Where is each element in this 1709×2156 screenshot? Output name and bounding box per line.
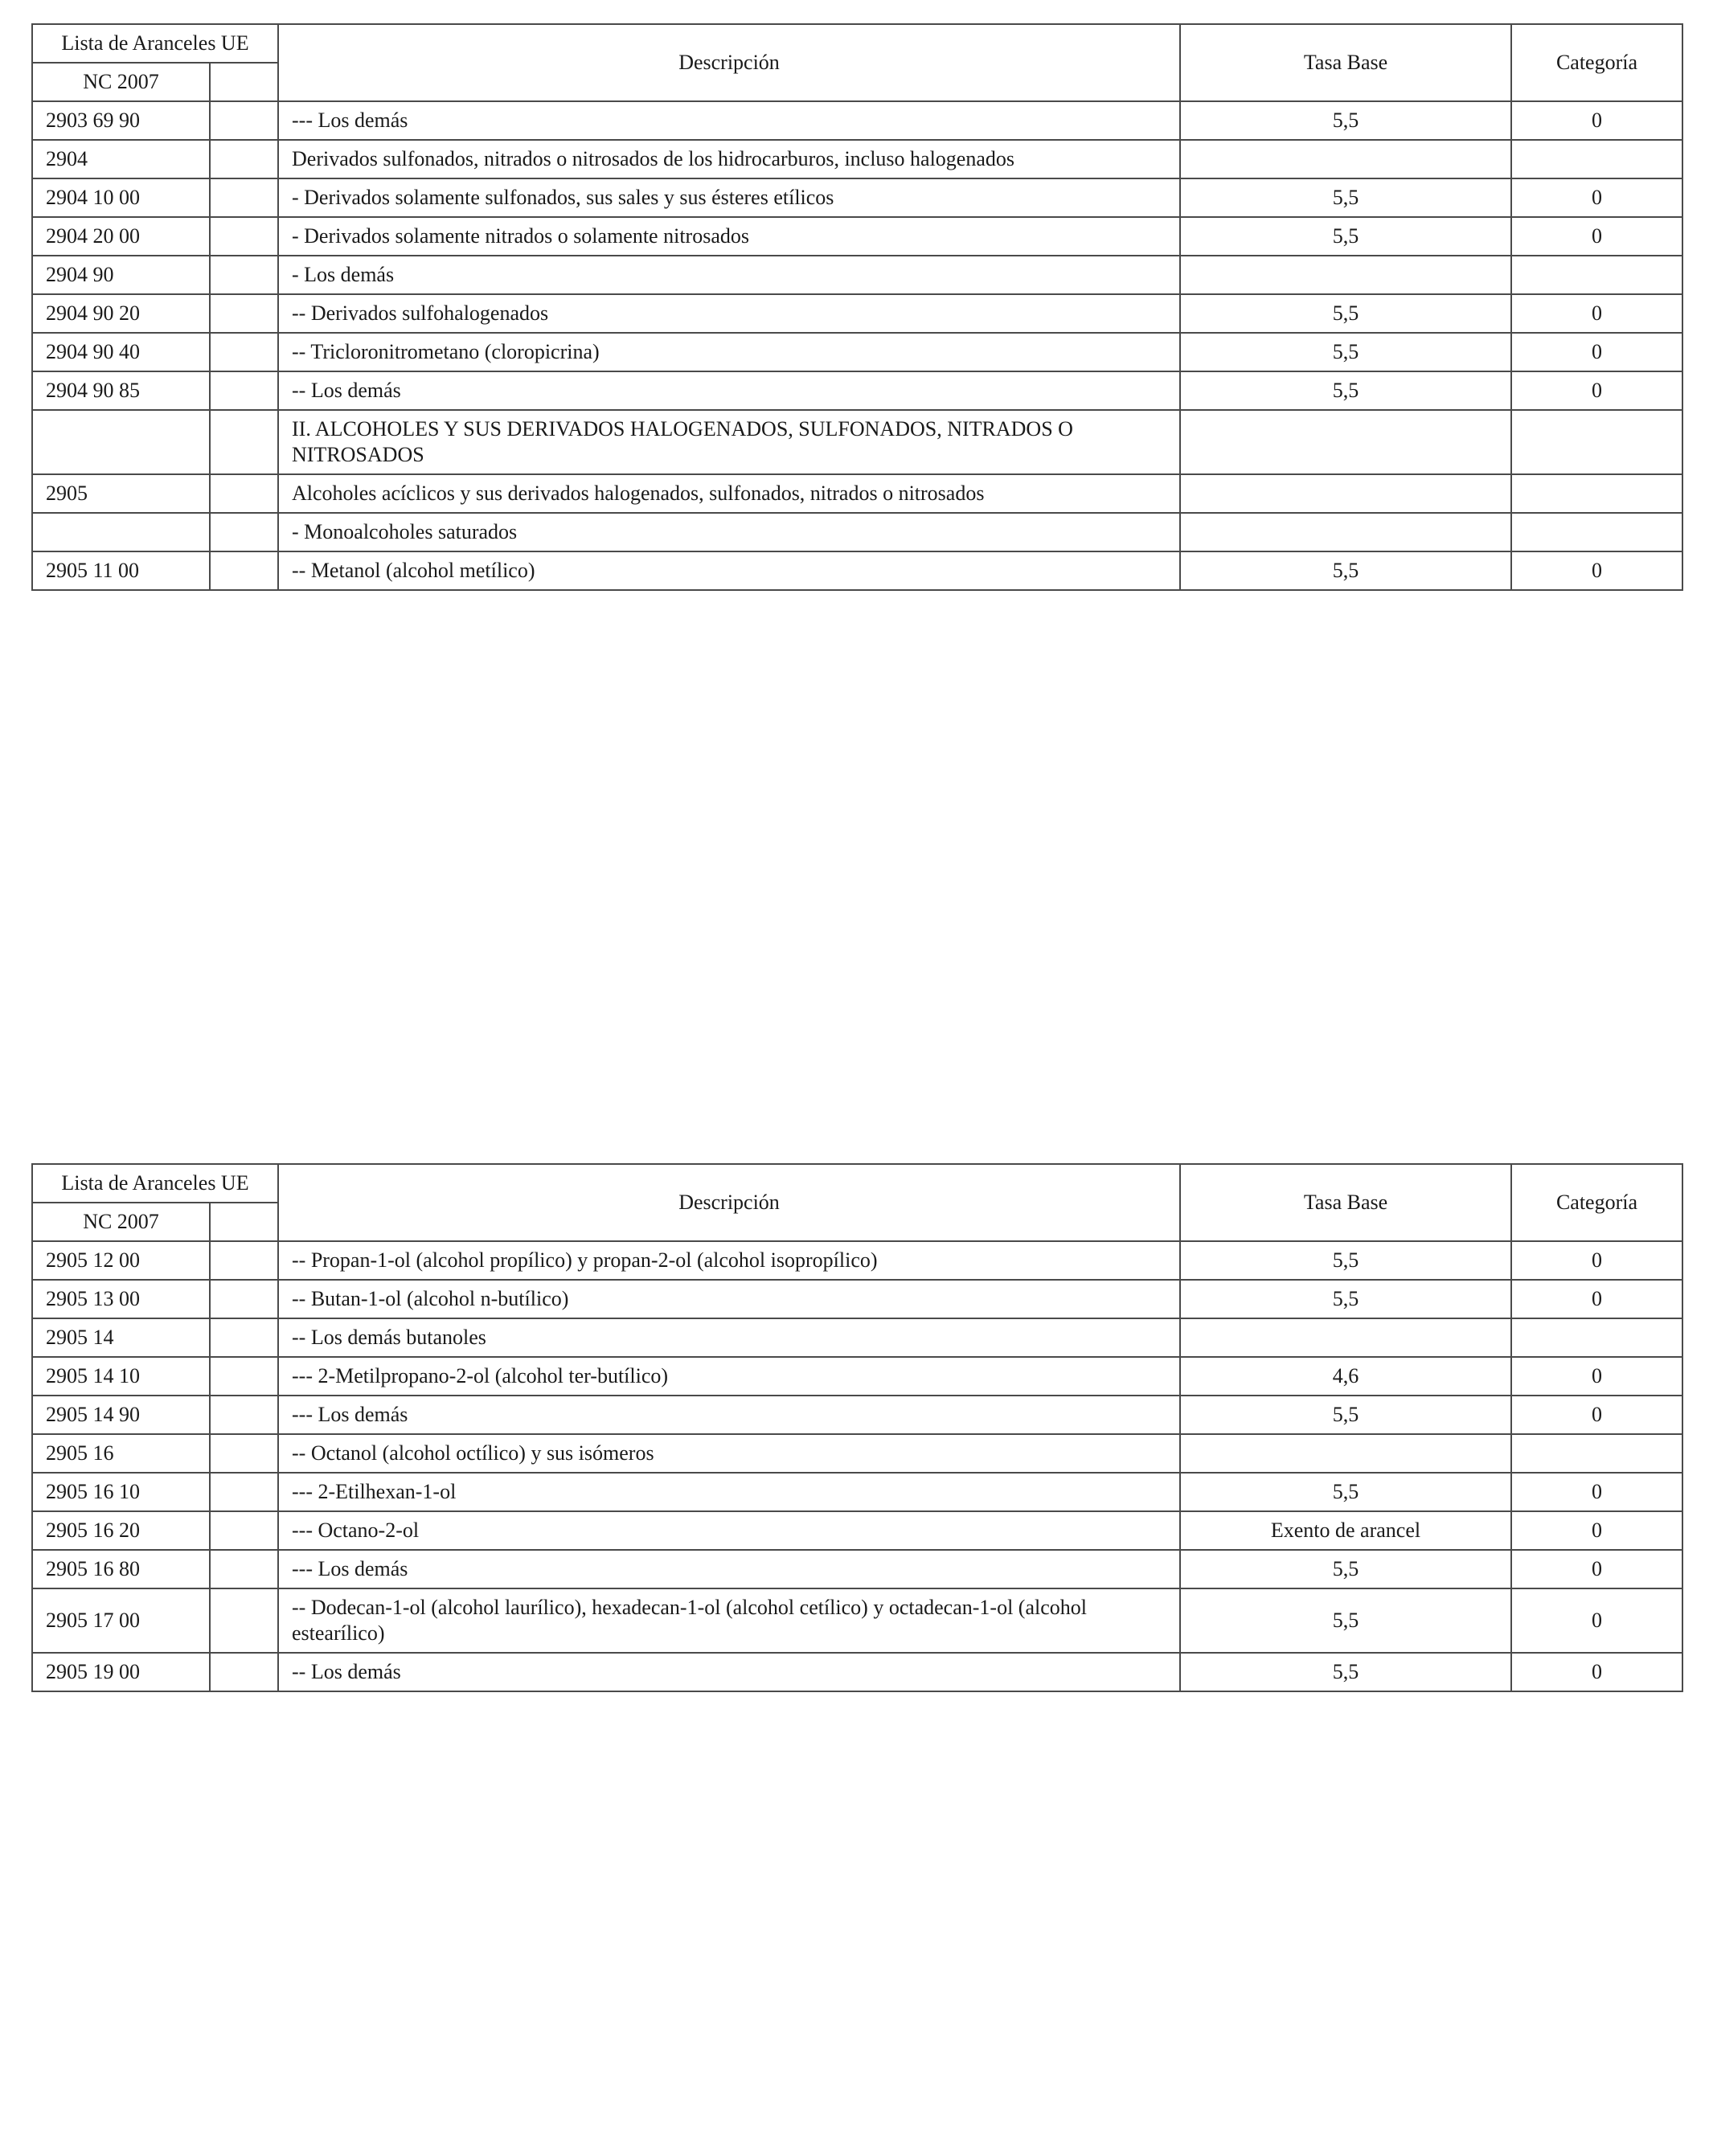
table-row bbox=[32, 1241, 1682, 1280]
table-row bbox=[32, 294, 1682, 333]
cell-empty bbox=[210, 256, 278, 294]
header-tasa-base: Tasa Base bbox=[1180, 1164, 1511, 1241]
table-row bbox=[32, 1280, 1682, 1318]
cell-description: --- Octano-2-ol bbox=[278, 1511, 1180, 1550]
header-nc-2007: NC 2007 bbox=[32, 1203, 210, 1241]
cell-categoria: 0 bbox=[1511, 1280, 1682, 1318]
cell-description: -- Los demás bbox=[278, 1653, 1180, 1691]
cell-categoria: 0 bbox=[1511, 1653, 1682, 1691]
cell-categoria: 0 bbox=[1511, 371, 1682, 410]
cell-categoria: 0 bbox=[1511, 1473, 1682, 1511]
header-nc-2007: NC 2007 bbox=[32, 63, 210, 101]
table-row bbox=[32, 1357, 1682, 1396]
cell-code: 2905 14 bbox=[32, 1318, 210, 1357]
cell-tasa-base: 5,5 bbox=[1180, 217, 1511, 256]
cell-tasa-base: 5,5 bbox=[1180, 1241, 1511, 1280]
cell-empty bbox=[210, 1357, 278, 1396]
cell-tasa-base: 5,5 bbox=[1180, 333, 1511, 371]
cell-description: - Derivados solamente nitrados o solamente nitrosados bbox=[278, 217, 1180, 256]
tariff-table-1 bbox=[31, 23, 1683, 591]
cell-code bbox=[32, 513, 210, 551]
tariff-table-2 bbox=[31, 1163, 1683, 1692]
cell-tasa-base: 5,5 bbox=[1180, 1588, 1511, 1653]
cell-code: 2904 20 00 bbox=[32, 217, 210, 256]
table-row bbox=[32, 1588, 1682, 1653]
table-header-row bbox=[32, 1164, 1682, 1203]
cell-categoria: 0 bbox=[1511, 1357, 1682, 1396]
cell-categoria: 0 bbox=[1511, 178, 1682, 217]
cell-description: --- Los demás bbox=[278, 101, 1180, 140]
cell-tasa-base: 5,5 bbox=[1180, 551, 1511, 590]
table-row bbox=[32, 1550, 1682, 1588]
cell-code: 2904 90 40 bbox=[32, 333, 210, 371]
cell-code: 2904 bbox=[32, 140, 210, 178]
table-row bbox=[32, 371, 1682, 410]
cell-categoria: 0 bbox=[1511, 551, 1682, 590]
table-row bbox=[32, 513, 1682, 551]
cell-code: 2905 19 00 bbox=[32, 1653, 210, 1691]
table-row bbox=[32, 333, 1682, 371]
cell-code: 2905 17 00 bbox=[32, 1588, 210, 1653]
cell-description: - Los demás bbox=[278, 256, 1180, 294]
cell-empty bbox=[210, 140, 278, 178]
table-row bbox=[32, 1473, 1682, 1511]
table-row bbox=[32, 551, 1682, 590]
cell-tasa-base: 5,5 bbox=[1180, 1396, 1511, 1434]
cell-code: 2905 11 00 bbox=[32, 551, 210, 590]
table-header-row bbox=[32, 24, 1682, 63]
cell-code: 2905 16 10 bbox=[32, 1473, 210, 1511]
cell-description: -- Octanol (alcohol octílico) y sus isómeros bbox=[278, 1434, 1180, 1473]
cell-tasa-base: 4,6 bbox=[1180, 1357, 1511, 1396]
cell-categoria bbox=[1511, 513, 1682, 551]
cell-categoria: 0 bbox=[1511, 217, 1682, 256]
cell-empty bbox=[210, 1280, 278, 1318]
cell-description: -- Tricloronitrometano (cloropicrina) bbox=[278, 333, 1180, 371]
cell-description: II. ALCOHOLES Y SUS DERIVADOS HALOGENADOS, SULFONADOS, NITRADOS O NITROSADOS bbox=[278, 410, 1180, 474]
cell-code: 2905 16 80 bbox=[32, 1550, 210, 1588]
cell-description: - Derivados solamente sulfonados, sus sales y sus ésteres etílicos bbox=[278, 178, 1180, 217]
cell-empty bbox=[210, 294, 278, 333]
cell-tasa-base: 5,5 bbox=[1180, 1653, 1511, 1691]
cell-code: 2903 69 90 bbox=[32, 101, 210, 140]
cell-code: 2905 14 90 bbox=[32, 1396, 210, 1434]
cell-description: --- Los demás bbox=[278, 1396, 1180, 1434]
cell-tasa-base: 5,5 bbox=[1180, 178, 1511, 217]
cell-empty bbox=[210, 410, 278, 474]
cell-empty bbox=[210, 1473, 278, 1511]
cell-tasa-base bbox=[1180, 474, 1511, 513]
cell-empty bbox=[210, 1318, 278, 1357]
table-row bbox=[32, 1511, 1682, 1550]
cell-description: Derivados sulfonados, nitrados o nitrosados de los hidrocarburos, incluso halogenados bbox=[278, 140, 1180, 178]
header-empty-cell bbox=[210, 1203, 278, 1241]
cell-code: 2905 bbox=[32, 474, 210, 513]
table-row bbox=[32, 178, 1682, 217]
cell-code: 2905 14 10 bbox=[32, 1357, 210, 1396]
cell-description: --- Los demás bbox=[278, 1550, 1180, 1588]
cell-code: 2904 90 85 bbox=[32, 371, 210, 410]
cell-categoria bbox=[1511, 1318, 1682, 1357]
cell-categoria bbox=[1511, 256, 1682, 294]
cell-tasa-base: Exento de arancel bbox=[1180, 1511, 1511, 1550]
cell-categoria: 0 bbox=[1511, 333, 1682, 371]
cell-tasa-base: 5,5 bbox=[1180, 101, 1511, 140]
cell-categoria: 0 bbox=[1511, 1588, 1682, 1653]
cell-categoria: 0 bbox=[1511, 1241, 1682, 1280]
cell-tasa-base bbox=[1180, 1318, 1511, 1357]
cell-categoria bbox=[1511, 140, 1682, 178]
cell-categoria bbox=[1511, 474, 1682, 513]
cell-description: -- Derivados sulfohalogenados bbox=[278, 294, 1180, 333]
cell-code: 2905 13 00 bbox=[32, 1280, 210, 1318]
cell-description: --- 2-Etilhexan-1-ol bbox=[278, 1473, 1180, 1511]
table-row bbox=[32, 140, 1682, 178]
table-row bbox=[32, 1434, 1682, 1473]
cell-empty bbox=[210, 1550, 278, 1588]
header-categoria: Categoría bbox=[1511, 24, 1682, 101]
cell-categoria bbox=[1511, 410, 1682, 474]
cell-tasa-base bbox=[1180, 410, 1511, 474]
cell-description: -- Butan-1-ol (alcohol n-butílico) bbox=[278, 1280, 1180, 1318]
cell-empty bbox=[210, 513, 278, 551]
cell-categoria bbox=[1511, 1434, 1682, 1473]
cell-empty bbox=[210, 1241, 278, 1280]
cell-code: 2905 16 bbox=[32, 1434, 210, 1473]
cell-description: -- Metanol (alcohol metílico) bbox=[278, 551, 1180, 590]
cell-empty bbox=[210, 178, 278, 217]
cell-code bbox=[32, 410, 210, 474]
table-row bbox=[32, 1396, 1682, 1434]
cell-tasa-base: 5,5 bbox=[1180, 294, 1511, 333]
header-categoria: Categoría bbox=[1511, 1164, 1682, 1241]
cell-tasa-base: 5,5 bbox=[1180, 1473, 1511, 1511]
table-row bbox=[32, 256, 1682, 294]
cell-categoria: 0 bbox=[1511, 294, 1682, 333]
cell-empty bbox=[210, 551, 278, 590]
cell-categoria: 0 bbox=[1511, 1396, 1682, 1434]
header-descripcion: Descripción bbox=[278, 1164, 1180, 1241]
cell-code: 2905 12 00 bbox=[32, 1241, 210, 1280]
table-row bbox=[32, 474, 1682, 513]
cell-code: 2905 16 20 bbox=[32, 1511, 210, 1550]
cell-empty bbox=[210, 333, 278, 371]
header-lista-aranceles: Lista de Aranceles UE bbox=[32, 1164, 278, 1203]
cell-categoria: 0 bbox=[1511, 101, 1682, 140]
cell-tasa-base bbox=[1180, 256, 1511, 294]
table-row bbox=[32, 410, 1682, 474]
cell-empty bbox=[210, 474, 278, 513]
cell-tasa-base: 5,5 bbox=[1180, 1280, 1511, 1318]
cell-tasa-base bbox=[1180, 140, 1511, 178]
cell-description: -- Los demás butanoles bbox=[278, 1318, 1180, 1357]
header-tasa-base: Tasa Base bbox=[1180, 24, 1511, 101]
cell-description: Alcoholes acíclicos y sus derivados halogenados, sulfonados, nitrados o nitrosados bbox=[278, 474, 1180, 513]
cell-code: 2904 90 bbox=[32, 256, 210, 294]
cell-description: -- Dodecan-1-ol (alcohol laurílico), hexadecan-1-ol (alcohol cetílico) y octadecan-1-ol (alcohol estearílico) bbox=[278, 1588, 1180, 1653]
cell-description: --- 2-Metilpropano-2-ol (alcohol ter-butílico) bbox=[278, 1357, 1180, 1396]
cell-empty bbox=[210, 1588, 278, 1653]
cell-empty bbox=[210, 217, 278, 256]
cell-empty bbox=[210, 1511, 278, 1550]
cell-empty bbox=[210, 1434, 278, 1473]
table-row bbox=[32, 1318, 1682, 1357]
cell-tasa-base: 5,5 bbox=[1180, 371, 1511, 410]
cell-tasa-base bbox=[1180, 513, 1511, 551]
cell-tasa-base bbox=[1180, 1434, 1511, 1473]
header-lista-aranceles: Lista de Aranceles UE bbox=[32, 24, 278, 63]
cell-description: -- Propan-1-ol (alcohol propílico) y propan-2-ol (alcohol isopropílico) bbox=[278, 1241, 1180, 1280]
cell-empty bbox=[210, 371, 278, 410]
header-empty-cell bbox=[210, 63, 278, 101]
header-descripcion: Descripción bbox=[278, 24, 1180, 101]
cell-code: 2904 90 20 bbox=[32, 294, 210, 333]
cell-code: 2904 10 00 bbox=[32, 178, 210, 217]
cell-tasa-base: 5,5 bbox=[1180, 1550, 1511, 1588]
table-row bbox=[32, 1653, 1682, 1691]
cell-empty bbox=[210, 101, 278, 140]
table-row bbox=[32, 101, 1682, 140]
cell-description: - Monoalcoholes saturados bbox=[278, 513, 1180, 551]
cell-empty bbox=[210, 1653, 278, 1691]
cell-description: -- Los demás bbox=[278, 371, 1180, 410]
cell-categoria: 0 bbox=[1511, 1550, 1682, 1588]
cell-categoria: 0 bbox=[1511, 1511, 1682, 1550]
cell-empty bbox=[210, 1396, 278, 1434]
table-row bbox=[32, 217, 1682, 256]
